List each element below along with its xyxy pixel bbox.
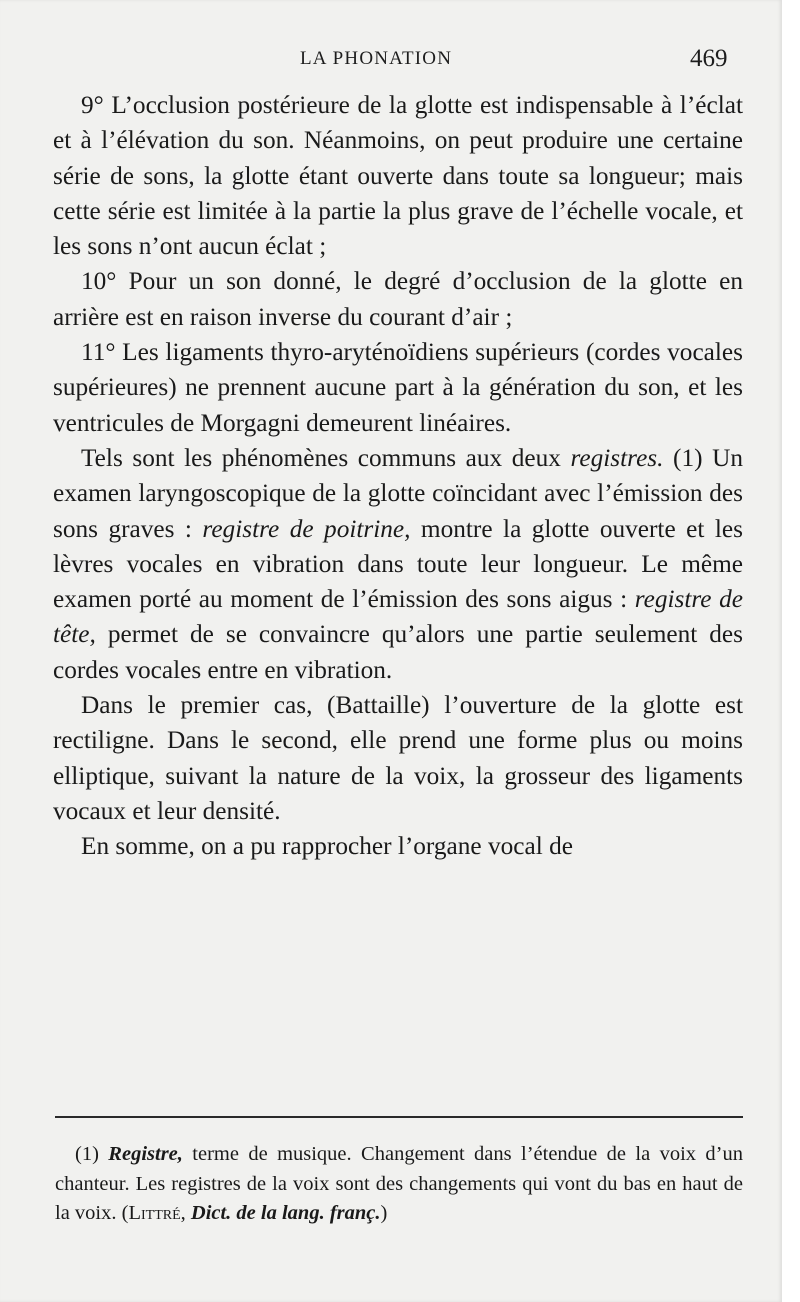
footnote-text-1: terme de musique. Changement dans l’étendue de la voix d’un chanteur. Les registres de la voix sont des changements qui vont du bas en haut de la voix. ( <box>55 1143 743 1224</box>
para4-italic-poitrine: registre de poitrine, <box>202 514 411 543</box>
page-number: 469 <box>690 45 728 72</box>
footnote-reference: Dict. de la lang. franç. <box>185 1202 381 1224</box>
paragraph-11: 11° Les ligaments thyro-aryténoïdiens supérieurs (cordes vocales supérieures) ne prennent aucune part à la génération du son, et les ventricules de Morgagni demeurent linéaires. <box>53 338 743 437</box>
paragraph-en-somme: En somme, on a pu rapprocher l’organe vocal de <box>81 832 573 861</box>
para4-text-4: permet de se convaincre qu’alors une partie seulement des cordes vocales entre en vibration. <box>53 620 743 684</box>
footnote-marker: (1) <box>75 1143 109 1165</box>
footnote-author: Littré, <box>128 1202 186 1224</box>
page-header <box>0 45 782 78</box>
paragraph-10: 10° Pour un son donné, le degré d’occlusion de la glotte en arrière est en raison inverse du courant d’air ; <box>53 267 743 331</box>
footnote-term: Registre, <box>108 1143 183 1165</box>
para4-italic-tete: registre de tête, <box>53 585 743 649</box>
footnote-text-2: ) <box>380 1202 388 1224</box>
running-title: LA PHONATION <box>300 48 453 69</box>
paragraph-registres <box>53 441 743 688</box>
page-margin <box>782 0 800 1302</box>
footnote <box>55 1140 743 1229</box>
para4-italic-registres: registres. <box>570 443 664 472</box>
paragraph-battaille: Dans le premier cas, (Battaille) l’ouverture de la glotte est rectiligne. Dans le second, elle prend une forme plus ou moins elliptique, suivant la nature de la voix, la grosseur des ligaments vocaux et leur densité. <box>53 691 743 825</box>
paragraph-9: 9° L’occlusion postérieure de la glotte est indispensable à l’éclat et à l’élévation du son. Néanmoins, on peut produire une certaine série de sons, la glotte étant ouverte dans toute sa longueur; mais cette série est limitée à la partie la plus grave de l’échelle vocale, et les sons n’ont aucun éclat ; <box>53 91 743 261</box>
footnote-divider <box>55 1116 743 1118</box>
para4-text-2: (1) Un examen laryngoscopique de la glotte coïncidant avec l’émission des sons graves : <box>53 443 744 543</box>
body-text <box>53 88 743 865</box>
para4-text-1: Tels sont les phénomènes communs aux deux <box>81 443 571 472</box>
para4-text-3: montre la glotte ouverte et les lèvres vocales en vibration dans toute leur longueur. Le même examen porté au moment de l’émission des sons aigus : <box>53 514 743 614</box>
